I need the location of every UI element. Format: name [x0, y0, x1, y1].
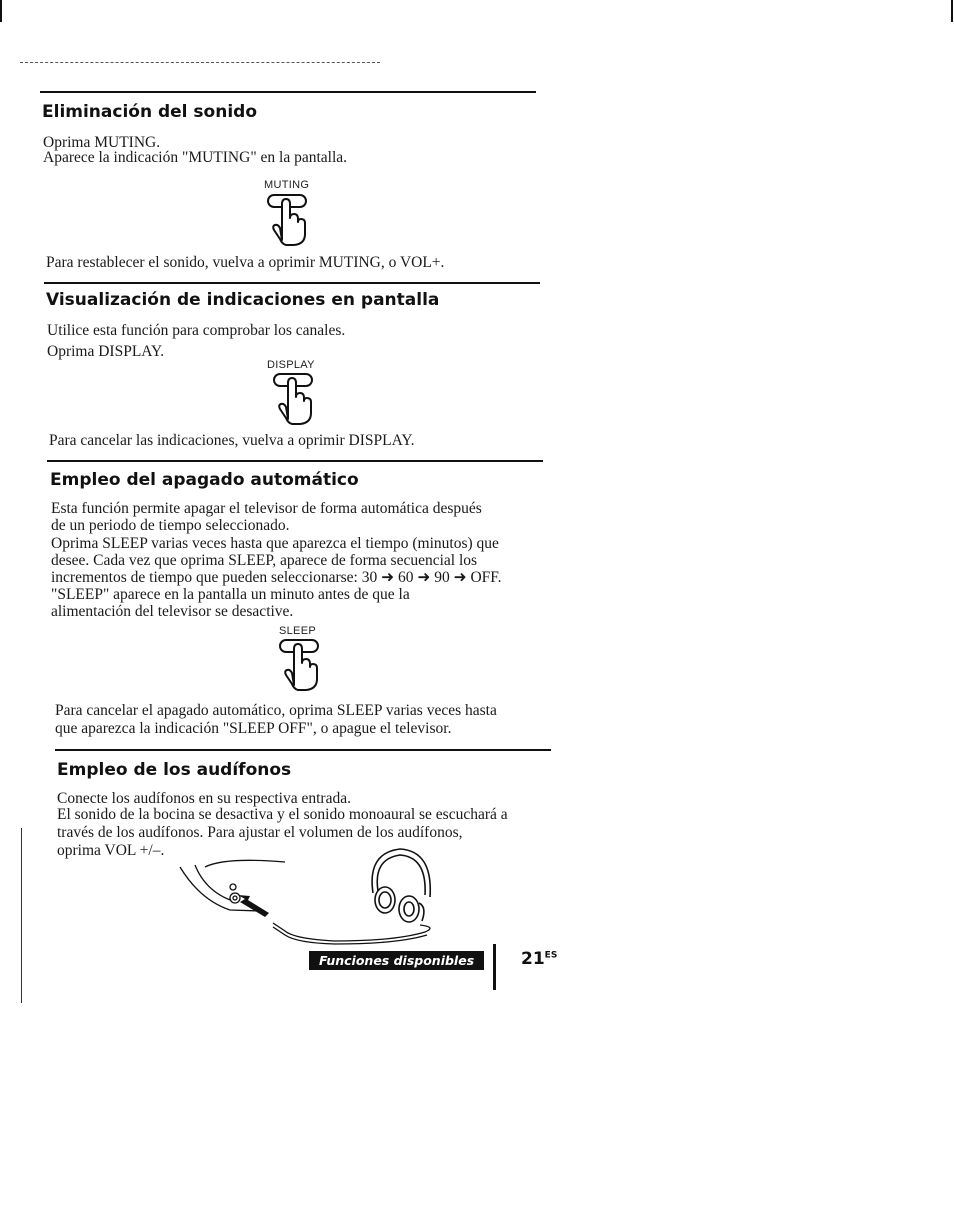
hand-press-button-icon [276, 637, 326, 693]
display-line-2: Oprima DISPLAY. [47, 343, 165, 360]
display-line-1: Utilice esta función para comprobar los canales. [47, 322, 346, 339]
sleep-line-4: desee. Cada vez que oprima SLEEP, aparece de forma secuencial los [51, 552, 478, 569]
section-rule [47, 460, 543, 462]
scan-corner-mark-right [951, 0, 953, 22]
section-heading-sleep: Empleo del apagado automático [50, 470, 359, 490]
headphones-line-4: oprima VOL +/–. [57, 842, 165, 859]
section-rule [44, 282, 540, 284]
headphones-line-1: Conecte los audífonos en su respectiva entrada. [57, 790, 351, 807]
sleep-after-1: Para cancelar el apagado automático, oprima SLEEP varias veces hasta [55, 702, 497, 719]
hand-press-button-icon [264, 192, 314, 248]
scan-corner-mark-left [0, 0, 2, 22]
sleep-line-1: Esta función permite apagar el televisor de forma automática después [51, 500, 482, 517]
sleep-after-2: que aparezca la indicación "SLEEP OFF", o apague el televisor. [55, 720, 452, 737]
muting-after: Para restablecer el sonido, vuelva a oprimir MUTING, o VOL+. [46, 254, 445, 271]
sleep-line-2: de un periodo de tiempo seleccionado. [51, 517, 290, 534]
sleep-line-6: "SLEEP" aparece en la pantalla un minuto antes de que la [51, 586, 410, 603]
display-after: Para cancelar las indicaciones, vuelva a oprimir DISPLAY. [49, 432, 415, 449]
section-rule [40, 91, 536, 93]
page-number-suffix: ES [544, 950, 558, 961]
scan-top-rule [20, 62, 380, 63]
section-heading-display: Visualización de indicaciones en pantalla [46, 290, 440, 310]
hand-press-button-icon [270, 371, 320, 427]
footer-section-tab: Funciones disponibles [309, 951, 484, 970]
headphones-illustration [175, 845, 445, 950]
section-heading-muting: Eliminación del sonido [42, 102, 258, 122]
section-rule [55, 749, 551, 751]
sleep-line-5: incrementos de tiempo que pueden seleccionarse: 30 ➜ 60 ➜ 90 ➜ OFF. [51, 569, 502, 586]
muting-button-label: MUTING [264, 179, 310, 191]
footer-divider [493, 944, 496, 990]
muting-line-1: Oprima MUTING. [43, 134, 161, 151]
page-number: $21^{ES}$ [521, 949, 558, 969]
muting-line-2: Aparece la indicación "MUTING" en la pantalla. [43, 149, 348, 166]
sleep-button-label: SLEEP [279, 625, 316, 637]
scan-left-margin-line [21, 828, 22, 1003]
sleep-line-7: alimentación del televisor se desactive. [51, 603, 294, 620]
headphones-icon [372, 849, 430, 922]
section-heading-headphones: Empleo de los audífonos [57, 760, 292, 780]
headphones-line-3: través de los audífonos. Para ajustar el volumen de los audífonos, [57, 824, 463, 841]
sleep-line-3: Oprima SLEEP varias veces hasta que aparezca el tiempo (minutos) que [51, 535, 499, 552]
display-button-label: DISPLAY [267, 359, 315, 371]
headphones-line-2: El sonido de la bocina se desactiva y el sonido monoaural se escuchará a [57, 806, 508, 823]
